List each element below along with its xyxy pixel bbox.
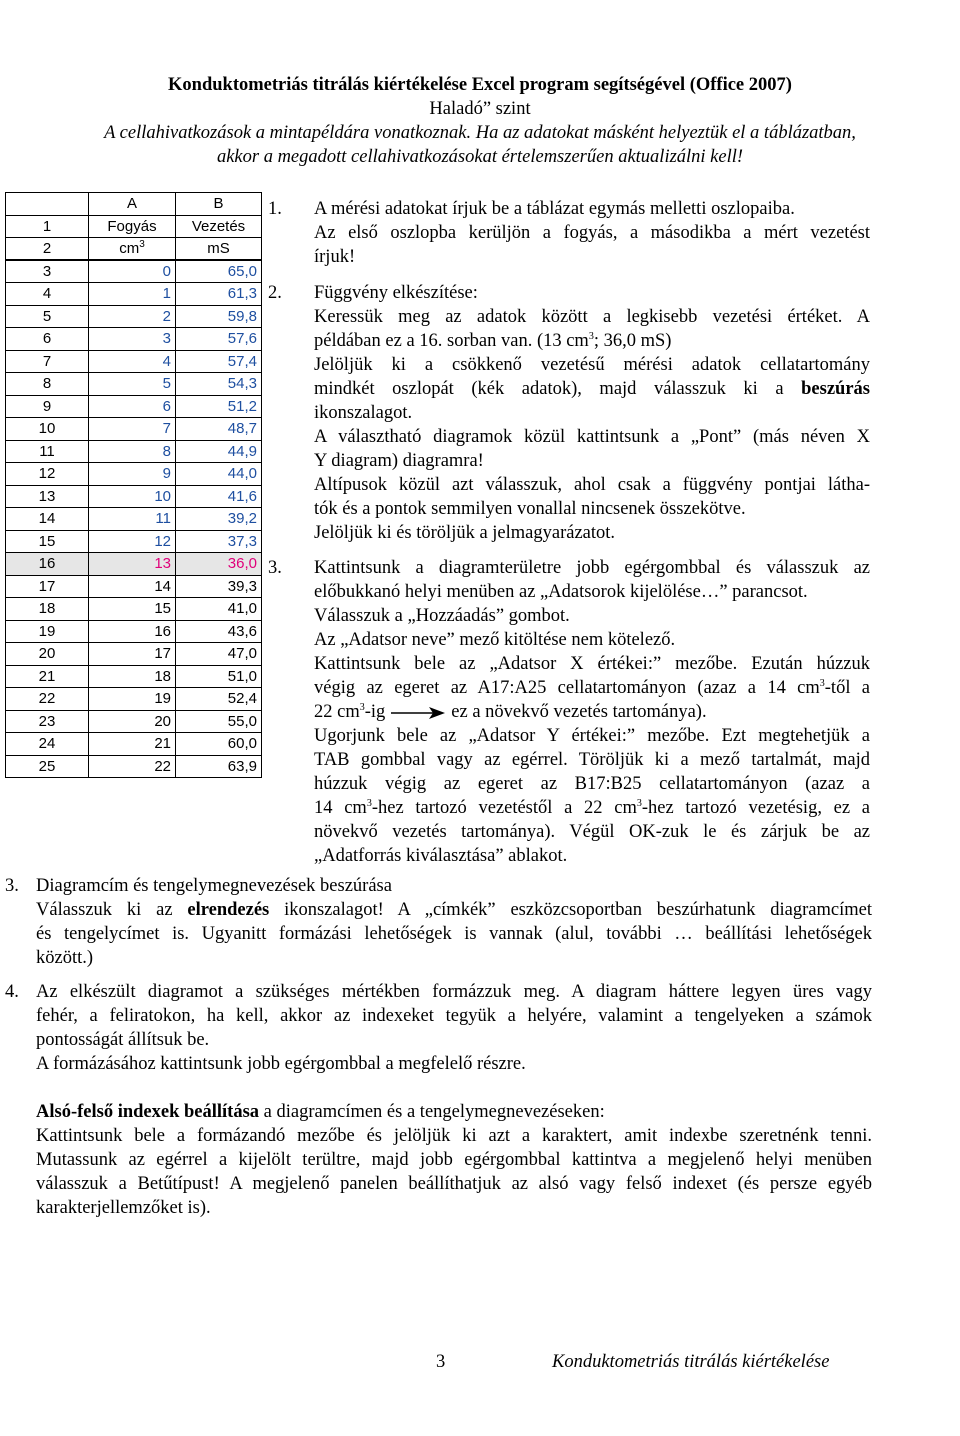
- cell-fogyas: 11: [89, 508, 176, 531]
- text: -hez tartozó vezetésig, ez a: [641, 798, 871, 818]
- cell-fogyas: 22: [89, 755, 176, 778]
- cell-fogyas: 1: [89, 283, 176, 306]
- row-number: 5: [6, 305, 89, 328]
- footer-title: Konduktometriás titrálás kiértékelése: [552, 1352, 830, 1372]
- cell-fogyas: 21: [89, 733, 176, 756]
- cell-fogyas: 5: [89, 373, 176, 396]
- step-2-line-10: tók és a pontok semmilyen vonallal nincsenek összekötve.: [314, 499, 746, 519]
- step-2-line-2: Keressük meg az adatok között a legkisebb vezetési értéket. A: [314, 307, 870, 327]
- section-4-line-1: Az elkészült diagramot a szükséges mértékben formázzuk meg. A diagram háttere legyen üres vagy: [36, 982, 872, 1002]
- row-number: 20: [6, 643, 89, 666]
- cell-vezetes: 47,0: [176, 643, 262, 666]
- text: -ig: [364, 702, 386, 722]
- row-number: 15: [6, 530, 89, 553]
- text: -hez tartozó vezetéstől a 22 cm: [371, 798, 637, 818]
- index-line-1: Kattintsunk bele a formázandó mezőbe és jelöljük ki azt a karaktert, amit indexbe szeretnénk tenni.: [36, 1126, 872, 1146]
- text: 14 cm: [314, 798, 367, 818]
- table-row: [6, 463, 262, 486]
- row-number: 6: [6, 328, 89, 351]
- cell-fogyas: 12: [89, 530, 176, 553]
- index-line-4: karakterjellemzőket is).: [36, 1198, 211, 1218]
- arrow-right-icon: [391, 707, 445, 719]
- row-number: 14: [6, 508, 89, 531]
- cell-fogyas: 19: [89, 688, 176, 711]
- cell-vezetes: 61,3: [176, 283, 262, 306]
- index-heading: [36, 1100, 605, 1124]
- section-3-number: 3.: [5, 876, 19, 896]
- cell-vezetes: 54,3: [176, 373, 262, 396]
- step-3-line-7: [314, 700, 707, 724]
- data-table: [5, 192, 262, 778]
- table-row: [6, 530, 262, 553]
- unit-base: cm: [119, 240, 140, 257]
- step-2-line-1: Függvény elkészítése:: [314, 283, 478, 303]
- section-4-line-2: fehér, a feliratokon, ha kell, akkor az indexeket tegyük a helyére, valamint a tengelyeken a számok: [36, 1006, 872, 1026]
- superscript: 3: [636, 797, 642, 809]
- row-number: 19: [6, 620, 89, 643]
- superscript: 3: [588, 330, 594, 342]
- row-number: 16: [6, 553, 89, 576]
- column-header-a: A: [89, 193, 176, 216]
- index-line-3: válasszuk a Betűtípust! A megjelenő panelen beállíthatjuk az alsó vagy felső indexet (és persze egyéb: [36, 1174, 872, 1194]
- text: példában ez a 16. sorban van. (13 cm: [314, 331, 589, 351]
- cell-vezetes: 51,2: [176, 395, 262, 418]
- step-3-line-4: Az „Adatsor neve” mező kitöltése nem kötelező.: [314, 630, 676, 650]
- cell-vezetes: 57,6: [176, 328, 262, 351]
- cell-fogyas: 13: [89, 553, 176, 576]
- unit-superscript: 3: [139, 239, 145, 250]
- cell-vezetes: 52,4: [176, 688, 262, 711]
- row-number: 22: [6, 688, 89, 711]
- column-header-b: B: [176, 193, 262, 216]
- cell-vezetes: 39,2: [176, 508, 262, 531]
- cell-vezetes: 55,0: [176, 710, 262, 733]
- cell-vezetes: 44,9: [176, 440, 262, 463]
- step-2-line-4: Jelöljük ki a csökkenő vezetésű mérési adatok cellatartomány: [314, 355, 870, 375]
- table-row: [6, 395, 262, 418]
- text: ikonszalagot! A „címkék” eszközcsoportban beszúrhatunk diagramcímet: [269, 900, 872, 920]
- text: -től a: [824, 678, 871, 698]
- table-row: [6, 373, 262, 396]
- text: mindkét oszlopát (kék adatok), majd válasszuk ki a: [314, 379, 802, 399]
- cell-fogyas: 16: [89, 620, 176, 643]
- cell-vezetes: 51,0: [176, 665, 262, 688]
- section-3-line-3: és tengelycímet is. Ugyanitt formázási lehetőségek is vannak (alul, további … beállítási lehetőségek: [36, 924, 872, 944]
- table-row: [6, 598, 262, 621]
- superscript: 3: [359, 701, 365, 713]
- table-row: [6, 508, 262, 531]
- cell-vezetes: 41,0: [176, 598, 262, 621]
- table-row: [6, 688, 262, 711]
- step-2-line-3: [314, 329, 671, 353]
- section-4-number: 4.: [5, 982, 19, 1002]
- cell-fogyas: 7: [89, 418, 176, 441]
- table-row: [6, 710, 262, 733]
- row-number: 12: [6, 463, 89, 486]
- cell-fogyas: 10: [89, 485, 176, 508]
- index-heading-bold: Alsó-felső indexek beállítása: [36, 1102, 260, 1122]
- row-number: 24: [6, 733, 89, 756]
- cell-fogyas: 6: [89, 395, 176, 418]
- section-3-heading: Diagramcím és tengelymegnevezések beszúrása: [36, 876, 392, 896]
- cell-vezetes: 57,4: [176, 350, 262, 373]
- step-3-line-11: [314, 796, 870, 820]
- header-vezetes: Vezetés: [176, 215, 262, 238]
- step-2-line-5: [314, 377, 870, 401]
- row-number: 18: [6, 598, 89, 621]
- table-row: [6, 620, 262, 643]
- bold-beszuras: beszúrás: [801, 379, 870, 399]
- table-row: [6, 350, 262, 373]
- row-number: 2: [6, 238, 89, 261]
- step-2-line-6: ikonszalagot.: [314, 403, 413, 423]
- superscript: 3: [366, 797, 372, 809]
- row-number: 25: [6, 755, 89, 778]
- level-label: Haladó” szint: [429, 99, 531, 119]
- table-row: [6, 643, 262, 666]
- row-number: 23: [6, 710, 89, 733]
- document-title: Konduktometriás titrálás kiértékelése Excel program segítségével (Office 2007): [168, 75, 792, 95]
- step-3-line-2: előbukkanó helyi menüben az „Adatsorok kijelölése…” parancsot.: [314, 582, 808, 602]
- step-1-line-1: A mérési adatokat írjuk be a táblázat egymás melletti oszlopaiba.: [314, 199, 795, 219]
- step-3-line-3: Válasszuk a „Hozzáadás” gombot.: [314, 606, 570, 626]
- step-3-line-13: „Adatforrás kiválasztása” ablakot.: [314, 846, 568, 866]
- row-number: 8: [6, 373, 89, 396]
- cell-fogyas: 2: [89, 305, 176, 328]
- row-number: 17: [6, 575, 89, 598]
- header-fogyas: Fogyás: [89, 215, 176, 238]
- cell-vezetes: 60,0: [176, 733, 262, 756]
- cell-fogyas: 14: [89, 575, 176, 598]
- row-number: 7: [6, 350, 89, 373]
- step-3-line-8: Ugorjunk bele az „Adatsor Y értékei:” mezőbe. Ezt megtehetjük a: [314, 726, 870, 746]
- text: ez a növekvő vezetés tartománya).: [451, 702, 707, 722]
- text: Válasszuk ki az: [36, 900, 188, 920]
- step-3-line-5: Kattintsunk bele az „Adatsor X értékei:” mezőbe. Ezután húzzuk: [314, 654, 870, 674]
- step-3-line-12: növekvő vezetés tartománya). Végül OK-zuk le és zárjuk be az: [314, 822, 870, 842]
- cell-vezetes: 59,8: [176, 305, 262, 328]
- step-1-line-2: Az első oszlopba kerüljön a fogyás, a másodikba a mért vezetést: [314, 223, 870, 243]
- superscript: 3: [819, 677, 825, 689]
- table-row: [6, 575, 262, 598]
- unit-cm3: [89, 238, 176, 261]
- cell-fogyas: 0: [89, 260, 176, 283]
- cell-vezetes: 65,0: [176, 260, 262, 283]
- row-number: 4: [6, 283, 89, 306]
- text: végig az egeret az A17:A25 cellatartományon (azaz a 14 cm: [314, 678, 820, 698]
- text: ; 36,0 mS): [593, 331, 672, 351]
- step-2-number: 2.: [268, 283, 282, 303]
- cell-fogyas: 9: [89, 463, 176, 486]
- row-number: 3: [6, 260, 89, 283]
- text: 22 cm: [314, 702, 360, 722]
- cell-vezetes: 36,0: [176, 553, 262, 576]
- row-number: 10: [6, 418, 89, 441]
- table-row: [6, 553, 262, 576]
- cell-vezetes: 63,9: [176, 755, 262, 778]
- table-row: [6, 665, 262, 688]
- row-number: 1: [6, 215, 89, 238]
- cell-fogyas: 8: [89, 440, 176, 463]
- step-3-number: 3.: [268, 558, 282, 578]
- step-2-line-7: A választható diagramok közül kattintsunk a „Pont” (más néven X: [314, 427, 870, 447]
- step-2-line-9: Altípusok közül azt válasszuk, ahol csak a függvény pontjai látha-: [314, 475, 870, 495]
- section-4-line-3: pontosságát állítsuk be.: [36, 1030, 210, 1050]
- step-2-line-8: Y diagram) diagramra!: [314, 451, 484, 471]
- step-1-number: 1.: [268, 199, 282, 219]
- section-4-line-4: A formázásához kattintsunk jobb egérgombbal a megfelelő részre.: [36, 1054, 526, 1074]
- step-2-line-11: Jelöljük ki és töröljük a jelmagyarázatot.: [314, 523, 616, 543]
- cell-vezetes: 48,7: [176, 418, 262, 441]
- table-row: [6, 328, 262, 351]
- page-number: 3: [436, 1352, 446, 1372]
- unit-ms: mS: [176, 238, 262, 261]
- table-row: [6, 755, 262, 778]
- step-3-line-9: TAB gombbal vagy az egérrel. Töröljük ki a mező tartalmát, majd: [314, 750, 870, 770]
- table-row: [6, 440, 262, 463]
- cell-vezetes: 44,0: [176, 463, 262, 486]
- cell-vezetes: 37,3: [176, 530, 262, 553]
- section-3-line-4: között.): [36, 948, 94, 968]
- cell-vezetes: 39,3: [176, 575, 262, 598]
- cell-fogyas: 4: [89, 350, 176, 373]
- cell-vezetes: 41,6: [176, 485, 262, 508]
- cell-fogyas: 18: [89, 665, 176, 688]
- step-1-line-3: írjuk!: [314, 247, 356, 267]
- table-row: [6, 418, 262, 441]
- table-row: [6, 260, 262, 283]
- cell-fogyas: 17: [89, 643, 176, 666]
- index-line-2: Mutassunk az egérrel a kijelölt terültre, majd jobb egérgombbal kattintva a megjelenő helyi menüben: [36, 1150, 872, 1170]
- table-row: [6, 733, 262, 756]
- table-row: [6, 305, 262, 328]
- table-row: [6, 283, 262, 306]
- note-line-1: A cellahivatkozások a mintapéldára vonatkoznak. Ha az adatokat másként helyeztük el a táblázatban,: [104, 123, 856, 143]
- cell-fogyas: 15: [89, 598, 176, 621]
- text: a diagramcímen és a tengelymegnevezéseken:: [259, 1102, 605, 1122]
- cell-fogyas: 3: [89, 328, 176, 351]
- row-number: 9: [6, 395, 89, 418]
- step-3-line-1: Kattintsunk a diagramterületre jobb egérgombbal és válasszuk az: [314, 558, 870, 578]
- cell-vezetes: 43,6: [176, 620, 262, 643]
- corner-cell: [6, 193, 89, 216]
- bold-elrendezes: elrendezés: [187, 900, 270, 920]
- cell-fogyas: 20: [89, 710, 176, 733]
- row-number: 21: [6, 665, 89, 688]
- section-3-line-2: [36, 898, 872, 922]
- row-number: 11: [6, 440, 89, 463]
- table-row: [6, 485, 262, 508]
- step-3-line-6: [314, 676, 870, 700]
- row-number: 13: [6, 485, 89, 508]
- step-3-line-10: húzzuk végig az egeret az B17:B25 cellatartományon (azaz a: [314, 774, 870, 794]
- note-line-2: akkor a megadott cellahivatkozásokat értelemszerűen aktualizálni kell!: [216, 147, 744, 167]
